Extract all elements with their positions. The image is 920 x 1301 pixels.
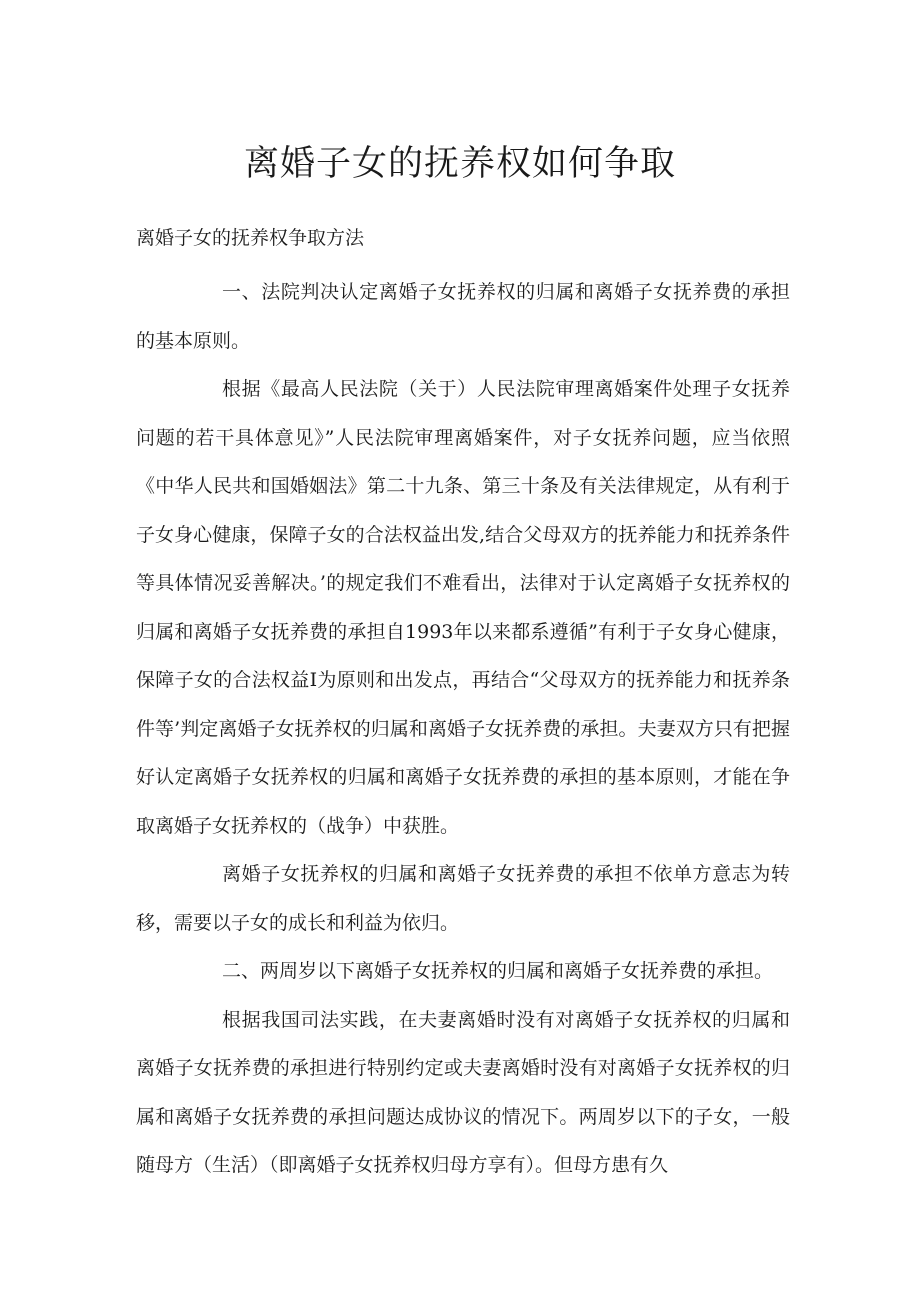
document-body [136, 268, 790, 1190]
paragraph-child-interest: 离婚子女抚养权的归属和离婚子女抚养费的承担不依单方意志为转移，需要以子女的成长和利益为依归。 [136, 863, 790, 934]
paragraph-principle-heading: 一、法院判决认定离婚子女抚养权的归属和离婚子女抚养费的承担的基本原则。 [136, 281, 790, 352]
paragraph-judicial-practice: 根据我国司法实践，在夫妻离婚时没有对离婚子女抚养权的归属和离婚子女抚养费的承担进行特别约定或夫妻离婚时没有对离婚子女抚养权的归属和离婚子女抚养费的承担问题达成协议的情况下。两周岁以下的子女，一般随母方（生活）（即离婚子女抚养权归母方享有）。但母方患有久 [136, 1008, 790, 1176]
section-subtitle: 离婚子女的抚养权争取方法 [136, 227, 365, 249]
paragraph-legal-basis: 根据《最高人民法院（关于）人民法院审理离婚案件处理子女抚养问题的若干具体意见》”人民法院审理离婚案件，对子女抚养问题，应当依照《中华人民共和国婚姻法》第二十九条、第三十条及有关法律规定，从有利于子女身心健康，保障子女的合法权益出发,结合父母双方的抚养能力和抚养条件等具体情况妥善解决。’的规定我们不难看出，法律对于认定离婚子女抚养权的归属和离婚子女抚养费的承担自1993年以来都系遵循”有利于子女身心健康，保障子女的合法权益I为原则和出发点，再结合“父母双方的抚养能力和抚养条件等’判定离婚子女抚养权的归属和离婚子女抚养费的承担。夫妻双方只有把握好认定离婚子女抚养权的归属和离婚子女抚养费的承担的基本原则，才能在争取离婚子女抚养权的（战争）中获胜。 [136, 378, 790, 837]
page-title: 离婚子女的抚养权如何争取 [243, 144, 676, 184]
paragraph-under-two-heading: 二、两周岁以下离婚子女抚养权的归属和离婚子女抚养费的承担。 [222, 960, 774, 982]
